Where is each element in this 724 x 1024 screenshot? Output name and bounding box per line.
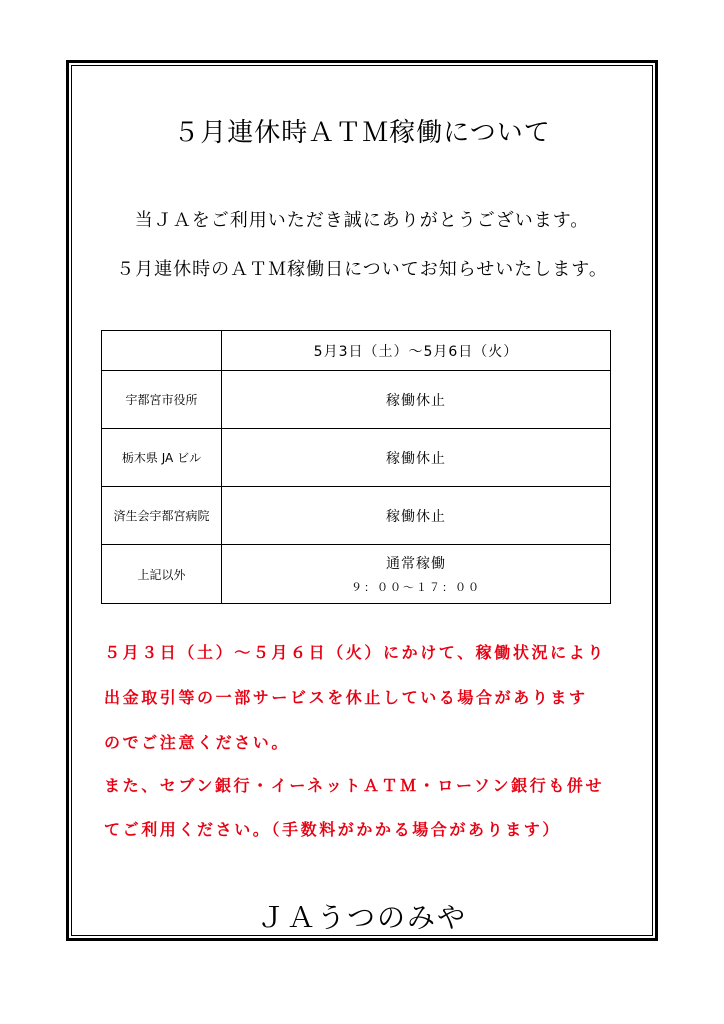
table-header-row <box>102 331 611 371</box>
location-cell: 栃木県 JA ビル <box>102 429 222 487</box>
status-text: 稼働休止 <box>386 508 446 525</box>
intro-line-2: ５月連休時のＡＴＭ稼働日についてお知らせいたします。 <box>116 259 608 280</box>
status-cell <box>222 371 611 429</box>
table-row <box>102 545 611 604</box>
table-header-period <box>222 331 611 371</box>
status-cell <box>222 545 611 604</box>
intro-line-1: 当ＪＡをご利用いただき誠にありがとうございます。 <box>134 210 590 231</box>
atm-schedule-table <box>101 330 611 604</box>
location-cell: 上記以外 <box>102 545 222 604</box>
table-header-corner <box>102 331 222 371</box>
notice-line-5: てご利用ください。（手数料がかかる場合があります） <box>104 820 562 839</box>
status-text: 稼働休止 <box>386 392 446 409</box>
status-text: 稼働休止 <box>386 450 446 467</box>
table-row <box>102 487 611 545</box>
organization-name: ＪＡうつのみや <box>256 901 467 934</box>
notice-line-2: 出金取引等の一部サービスを休止している場合があります <box>104 688 588 707</box>
status-cell <box>222 487 611 545</box>
table-row <box>102 371 611 429</box>
table-row <box>102 429 611 487</box>
page-title: ５月連休時ＡＴＭ稼働について <box>173 118 551 148</box>
notice-line-4: また、セブン銀行・イーネットＡＴＭ・ローソン銀行も併せ <box>104 776 605 795</box>
location-cell: 済生会宇都宮病院 <box>102 487 222 545</box>
status-cell <box>222 429 611 487</box>
period-label: 5月3日（土）～5月6日（火） <box>313 343 519 360</box>
status-text: 通常稼働 <box>386 556 446 572</box>
notice-line-3: のでご注意ください。 <box>104 733 291 752</box>
location-cell: 宇都宮市役所 <box>102 371 222 429</box>
notice-line-1: ５月３日（土）～５月６日（火）にかけて、稼働状況により <box>104 643 606 662</box>
operating-hours: ９：００～１７：００ <box>351 581 481 594</box>
